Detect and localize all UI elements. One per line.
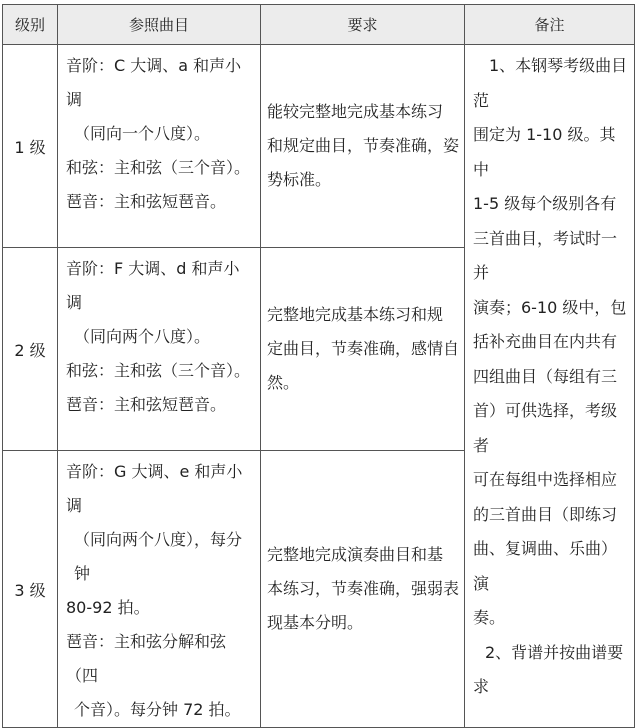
note-line: 1-5 级每个级别各有 xyxy=(473,194,617,213)
header-requirement: 要求 xyxy=(261,5,465,45)
reference-line: （同向一个八度）。 xyxy=(74,124,211,143)
reference-line: 80-92 拍。 xyxy=(66,598,150,617)
header-level: 级别 xyxy=(3,5,58,45)
requirement-line: 然。 xyxy=(267,373,300,392)
note-line: 可在每组中选择相应 xyxy=(473,470,618,489)
level-cell: 3 级 xyxy=(3,451,58,728)
note-line: 2、背谱并按曲谱要求 xyxy=(473,642,624,696)
requirement-line: 完整地完成基本练习和规 xyxy=(267,305,444,324)
reference-line: 音阶：F 大调、d 和声小调 xyxy=(66,259,240,312)
note-line: 四组曲目（每组有三 xyxy=(473,366,618,386)
note-line: 三首曲目，考试时一并 xyxy=(473,228,618,282)
header-reference: 参照曲目 xyxy=(58,5,261,45)
requirement-cell xyxy=(261,248,465,451)
requirement-line: 势标准。 xyxy=(267,170,332,189)
note-line: 曲、复调曲、乐曲）演 xyxy=(473,539,618,593)
reference-line: 琶音：主和弦短琶音。 xyxy=(66,192,227,211)
reference-line: 和弦：主和弦（三个音）。 xyxy=(66,158,251,177)
requirement-cell xyxy=(261,45,465,248)
reference-cell xyxy=(58,248,261,451)
header-note: 备注 xyxy=(465,5,635,45)
note-line: 演奏；6-10 级中，包 xyxy=(473,297,627,317)
reference-line: 音阶：C 大调、a 和声小调 xyxy=(66,56,242,109)
reference-line: （同向两个八度）。 xyxy=(74,327,211,346)
reference-line: 和弦：主和弦（三个音）。 xyxy=(66,361,251,380)
requirement-line: 完整地完成演奏曲目和基 xyxy=(267,545,444,564)
header-row xyxy=(3,5,635,45)
level-cell: 1 级 xyxy=(3,45,58,248)
requirement-line: 和规定曲目，节奏准确，姿 xyxy=(267,136,460,155)
exam-requirements-table xyxy=(2,4,635,728)
level-cell: 2 级 xyxy=(3,248,58,451)
note-line: 围定为 1-10 级。其中 xyxy=(473,125,616,179)
note-cell xyxy=(465,45,635,728)
reference-line: 琶音：主和弦分解和弦（四 xyxy=(66,632,227,685)
note-line: 首）可供选择，考级者 xyxy=(473,401,618,455)
note-line: 括补充曲目在内共有 xyxy=(473,332,618,351)
reference-line: 音阶：G 大调、e 和声小调 xyxy=(66,462,243,515)
table-row xyxy=(3,45,635,248)
requirement-line: 能较完整地完成基本练习 xyxy=(267,102,444,121)
note-line: 的三首曲目（即练习 xyxy=(473,504,618,524)
reference-cell xyxy=(58,451,261,728)
note-line: 奏。 xyxy=(473,608,506,627)
requirement-line: 现基本分明。 xyxy=(267,613,364,632)
requirement-line: 本练习，节奏准确，强弱表 xyxy=(267,579,460,598)
requirement-line: 定曲目，节奏准确，感情自 xyxy=(267,339,460,358)
reference-line: （同向两个八度），每分钟 xyxy=(74,530,243,583)
requirement-cell xyxy=(261,451,465,728)
reference-line: 琶音：主和弦短琶音。 xyxy=(66,395,227,414)
note-line: 1、本钢琴考级曲目范 xyxy=(473,56,628,110)
reference-line: 个音）。每分钟 72 拍。 xyxy=(74,700,241,719)
reference-cell xyxy=(58,45,261,248)
